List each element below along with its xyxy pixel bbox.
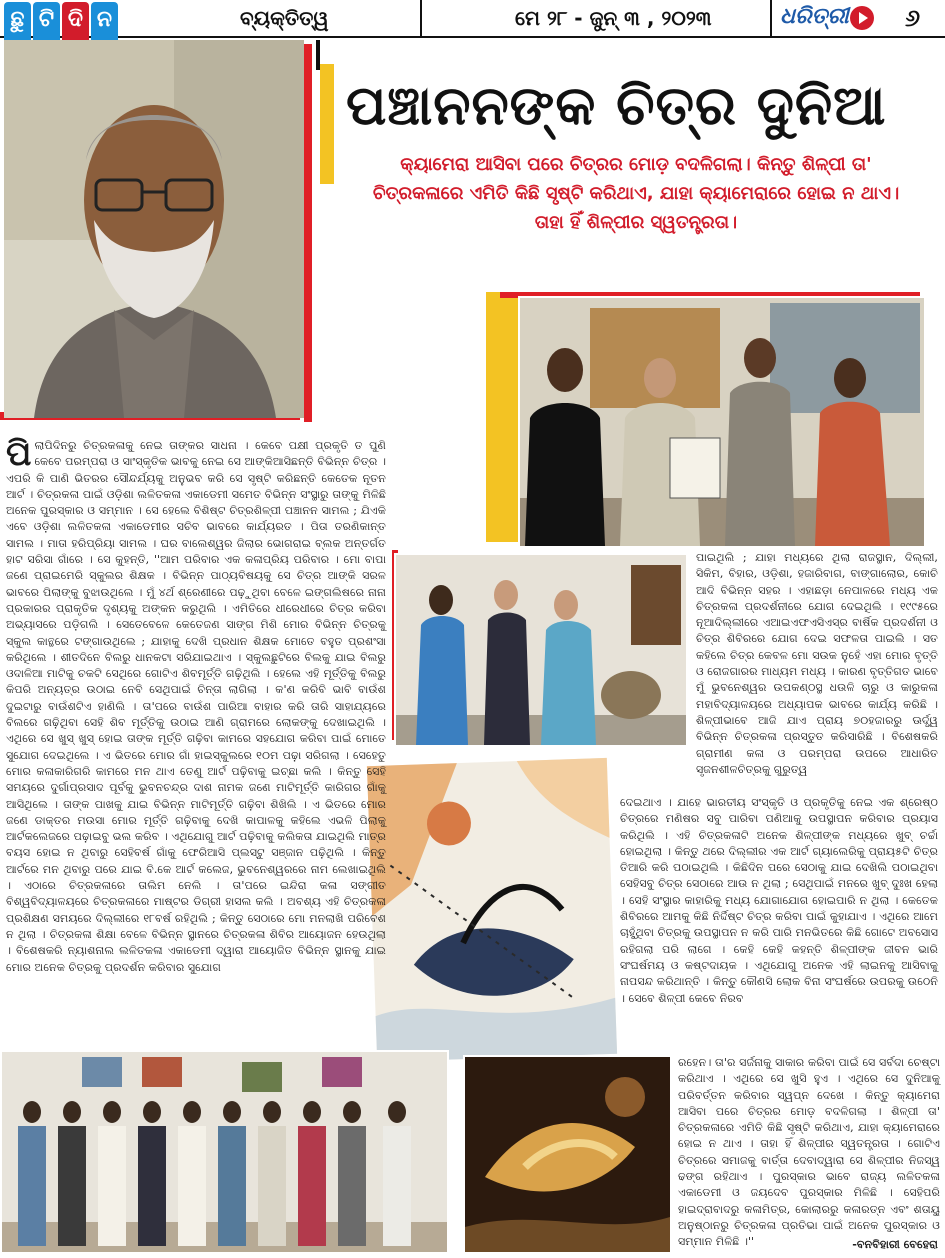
article-paragraph: ରହେନ। ତା'ର ସର୍ଜନାକୁ ସାକାର କରିବା ପାଇଁ ସେ ସର୍ବଦା ଚେଷ୍ଟା କରିଥାଏ । ଏଥିରେ ସେ ଖୁସି ହୁଏ । ଏଥିରେ ସେ ଦୁନିଆକୁ ପରିବର୍ତ୍ତନ କରିବାର ସ୍ୱପ୍ନ ଦେଖେ । କିନ୍ତୁ କ୍ୟାମେରା ଆସିବା ପରେ ଚିତ୍ରର ମୋଡ଼ ବଦଳିଗଲା । ଶିଳ୍ପୀ ତା' ଚିତ୍ରକଳାରେ ଏମିତି କିଛି ସୃଷ୍ଟି କରିଥାଏ, ଯାହା କ୍ୟାମେରାରେ ହୋଇ ନ ଥାଏ । ତାହା ହିଁ ଶିଳ୍ପୀର ସ୍ୱତନ୍ତ୍ରତା । ଗୋଟିଏ ଚିତ୍ରରେ ସମାଜକୁ ବାର୍ତ୍ତା ଦେବାଦ୍ୱାରା ସେ ଶିଳ୍ପୀର ନିଜସ୍ୱ ଢଙ୍ଗ ରହିଥାଏ । ପୁରସ୍କାର ଭାବେ ରାଜ୍ୟ ଲଳିତକଳା ଏକାଡେମୀ ଓ ଜୟଦେବ ପୁରସ୍କାର ମିଳିଛି । ସେହିପରି ହାଇଦ୍ରାବାଦରୁ କଳାମିତ୍ର, କୋଲାରରୁ କଳାରତ୍ନ ଏବଂ ଶତାୟୁ ଅନୁଷ୍ଠାନରୁ ଚିତ୍ରକଳା ପ୍ରତିଭା ପାଇଁ ଅନେକ ପୁରସ୍କାର ଓ ସମ୍ମାନ ମିଳିଛି ।''	[678, 1056, 940, 1249]
article-column-2-top	[696, 550, 938, 790]
issue-date: ମେ ୨୮ - ଜୁନ୍ ୩ , ୨୦୨୩	[515, 6, 712, 30]
brand-letter: ଟି	[33, 2, 60, 64]
masthead-divider	[770, 0, 772, 36]
exhibition-visit-photo	[394, 553, 688, 747]
author-signature: -ବନବିହାରୀ ବେହେରା	[852, 1237, 938, 1251]
article-column-2-mid	[620, 795, 938, 1047]
article-paragraph: ଦେଇଥାଏ । ଯାହେ ଭାରତୀୟ ସଂସ୍କୃତି ଓ ପ୍ରକୃତିକୁ ନେଇ ଏକ ଶ୍ରେଷ୍ଠ ଚିତ୍ରରେ ମଣିଷର ସବୁ ପାରିବା ପଣିଆକୁ ଉପସ୍ଥାପନ କରିବାର ପ୍ରୟାସ କରିଥିଲି । ଏହି ଚିତ୍ରକଳାଟି ଅନେକ ଶିଳ୍ପୀଙ୍କ ମଧ୍ୟରେ ଖୁବ୍ ଚର୍ଚ୍ଚା ହୋଇଥିଲା । କିନ୍ତୁ ଥରେ ଦିଲ୍ଲୀର ଏକ ଆର୍ଟ ଗ୍ୟାଲେରିକୁ ପ୍ରାୟ୫ଟି ଚିତ୍ର ତିଆରି କରି ପଠାଇଥିଲି । କିଛିଦିନ ପରେ ସେଠାକୁ ଯାଇ ଦେଖିଲି ପଠାଇଥିବା ସେହିସବୁ ଚିତ୍ର ସେଠାରେ ଆଉ ନ ଥିଲା ; ସେଥିପାଇଁ ମନରେ ଖୁବ୍ ଦୁଃଖ ହେଲା । ସେହି ସଂସ୍ଥାର କାହାରିକୁ ମଧ୍ୟ ଯୋଗାଯୋଗ ହୋଇପାରି ନ ଥିଲା । କେତେକ ଶିବିରରେ ଆମକୁ କିଛି ନିର୍ଦ୍ଦିଷ୍ଟ ଚିତ୍ର କରିବା ପାଇଁ କୁହାଯାଏ । ଏଥିରେ ଆମେ ଚାହୁଁଥିବା ଚିତ୍ରକୁ ଉପସ୍ଥାପନ ନ କରି ପାରି ମନଭିତରେ କିଛି ଗୋଟେ ଅବସୋସ ରହିଗଲା ପରି ଲାଗେ । କେହି କେହି କହନ୍ତି ଶିଳ୍ପୀଙ୍କ ଜୀବନ ଭାରି ସଂଘର୍ଷମୟ ଓ କଷ୍ଟଦାୟକ । ଏଥିଯୋଗୁ ଅନେକ ଏହି ଲାଇନକୁ ଆସିବାକୁ ନାପସନ୍ଦ କରିଥାନ୍ତି । କିନ୍ତୁ କୌଣସି ଲୋକ ବିନା ସଂଘର୍ଷରେ ଉପରକୁ ଉଠେନି । ସେବେ ଶିଳ୍ପୀ କେବେ ନିରବ	[620, 796, 938, 1005]
dropcap: ପି	[6, 434, 32, 474]
dark-abstract-painting	[463, 1055, 672, 1254]
section-title: ବ୍ୟକ୍ତିତ୍ୱ	[240, 6, 329, 30]
brand-letter: ଦି	[62, 2, 89, 64]
brand-letter: ଛୁ	[4, 2, 31, 64]
play-icon	[850, 6, 874, 30]
article-paragraph: ଲାପିଦିନରୁ ଚିତ୍ରକଳାକୁ ନେଇ ତାଙ୍କର ସାଧନା । କେବେ ପକ୍ଷୀ ପ୍ରକୃତି ତ ପୁଣି କେବେ ପରମ୍ପରା ଓ ସାଂସ୍କୃତିକ ଭାବକୁ ନେଇ ସେ ଆଙ୍କିଆସିଛନ୍ତି ବିଭିନ୍ନ ଚିତ୍ର । ଏପରି କି ପାଣି ଭିତରର ସୌନ୍ଦର୍ଯ୍ୟକୁ ଅନୁଭବ କରି ସେ ସୃଷ୍ଟି କରିଛନ୍ତି କେତେକ ନୂତନ ଆର୍ଟ । ଚିତ୍ରକଳା ପାଇଁ ଓଡ଼ିଶା ଲଳିତକଳା ଏକାଡେମୀ ସମେତ ବିଭିନ୍ନ ସଂସ୍ଥାରୁ ତାଙ୍କୁ ମିଳିଛି ଅନେକ ପୁରସ୍କାର ଓ ସମ୍ମାନ । ସେ ହେଲେ ବିଶିଷ୍ଟ ଚିତ୍ରଶିଳ୍ପୀ ପଞ୍ଚାନନ ସାମଲ ; ଯିଏକି ଏବେ ଓଡ଼ିଶା ଲଳିତକଳା ଏକାଡେମୀର ସଚିବ ଭାବରେ କାର୍ଯ୍ୟରତ । ପିତା ତରଣିକାନ୍ତ ସାମଲ । ମାତା ହରିପ୍ରିୟା ସାମଲ । ଘର ବାଲେଶ୍ୱର ଜିଲାର ଭୋଗରାଇ ବ୍ଲକ ଅନ୍ତର୍ଗତ ହାଟ ସରିସା ଗାଁରେ । ସେ କୁହନ୍ତି, ''ଆମ ପରିବାର ଏକ କଳାପ୍ରିୟ ପରିବାର । ମୋ ବାପା ଜଣେ ପ୍ରାଇମେରି ସ୍କୁଲର ଶିକ୍ଷକ । ବିଭିନ୍ନ ପାଠ୍ୟବିଷୟକୁ ସେ ଚିତ୍ର ଆଙ୍କି ସରଳ ଭାବରେ ପିଲାଙ୍କୁ ବୁଝାଉଥିଲେ । ମୁଁ ୪ର୍ଥ ଶ୍ରେଣୀରେ ପଢ଼ୁଥିବା ବେଳେ ଇଙ୍ଗଲିଷରେ ନାନା ପ୍ରକାରର ପ୍ରାକୃତିକ ଦୃଶ୍ୟକୁ ଅଙ୍କନ କରୁଥିଲି । ଏମିତିରେ ଧୀରେଧୀରେ ଚିତ୍ର କରିବା ଅଭ୍ୟାସରେ ପଡ଼ିଗଲି । ସେତେବେଳେ କେତେଜଣ ସାଙ୍ଗ ମିଶି ମୋର ବିଭିନ୍ନ ଚିତ୍ରକୁ ସ୍କୁଲ କାନ୍ଥରେ ଟଙ୍ଗାଉଥିଲେ ; ଯାହାକୁ ଦେଖି ପ୍ରଧାନ ଶିକ୍ଷକ ମୋତେ ବହୁତ ପ୍ରଶଂସା କରିଥିଲେ । ଶୀତଦିନେ ବିଲରୁ ଧାନକଟା ସରିଯାଇଥାଏ । ସ୍କୁଲଛୁଟିରେ ବିଲକୁ ଯାଇ ବିଲରୁ ଓଦାଳିଆ ମାଟିକୁ ଚକଟି ସେଥିରେ ଗୋଟିଏ ଶିବମୂର୍ତ୍ତି ଗଢ଼ିଥିଲି । ହେଲେ ଏହି ମୂର୍ତ୍ତିକୁ ବିଲରୁ କିପରି ଅନ୍ୟତ୍ର ଉଠାଇ ନେବି ସେଥିପାଇଁ ଚିନ୍ତା ଲାଗିଲା । କ'ଣ କରିବି ଭାବି ବାଉଁଶ ଦୁଇଟାରୁ ବାଉଁଶଟିଏ ହାଣିଲି । ତା'ପରେ ବାଉଁଶ ପାରିଆ ବାହାର କରି ତାରି ସାହାଯ୍ୟରେ ବିଲରେ ଗଢ଼ିଥିବା ସେହି ଶିବ ମୂର୍ତ୍ତିକୁ ଉଠାଇ ଆଣି ଗ୍ରାମରେ ଲୋକଙ୍କୁ ଦେଖାଇଥିଲି । ଏଥିରେ ସେ ଖୁସ୍ ଖୁସ୍ ହୋଇ ତାଙ୍କ ମୂର୍ତ୍ତି ଗଢ଼ିବା କାମରେ ସହଯୋଗ କରିବା ପାଇଁ ମୋତେ ସୁଯୋଗ ଦେଇଥିଲେ । ଏ ଭିତରେ ମୋର ଗାଁ ହାଇସ୍କୁଲରେ ୧୦ମ ପଢ଼ା ସରିଗଲା । ସେହେତୁ ମୋର କଳାକାରିଗରି କାମରେ ମନ ଥାଏ ତେଣୁ ଆର୍ଟ ପଢ଼ିବାକୁ ଇଚ୍ଛା କଲି । କିନ୍ତୁ ସେହି ସମୟରେ ଦୁର୍ଗାପ୍ରସାଦ ପୂର୍ବକୁ ଭୁବନଚନ୍ଦ୍ର ଦାଶ ନାମକ ଜଣେ ମାଟିମୂର୍ତ୍ତି କାରିଗର ଗାଁକୁ ଆସିଥିଲେ । ତାଙ୍କ ପାଖକୁ ଯାଇ ବିଭିନ୍ନ ମାଟିମୂର୍ତ୍ତି ଗଢ଼ିବା ଶିଖିଲି । ଏ ଭିତରେ ମୋର ଜଣେ ଡାକ୍ତର ମଉସା ମୋର ମୂର୍ତ୍ତି ଗଢ଼ିବାକୁ ଦେଖି କାପାଳକୁ କହିଲେ ଏଭଳି ପିଲାକୁ ଆର୍ଟକଲେଜରେ ପଢ଼ାଇବୁ ଭଲ କରିବ । ଏଥିଯୋଗୁ ଆର୍ଟ ପଢ଼ିବାକୁ କଲିକତା ଯାଇଥିଲି ମାତ୍ର ବୟସ ହୋଇ ନ ଥିବାରୁ ସେହିବର୍ଷ ଗାଁକୁ ଫେରିଆସି ପ୍ଲସ୍ଟୁ ସଞ୍ଜାନ ପଢ଼ିଥିଲି । କିନ୍ତୁ ଆର୍ଟରେ ମନ ଥିବାରୁ ପରେ ଯାଇ ବି.କେ ଆର୍ଟ କଲେଜ, ଭୁବନେଶ୍ୱରରେ ନାମ ଲେଖାଇଥିଲି । ଏଠାରେ ଚିତ୍ରକଳାରେ ତାଲିମ ନେଲି । ତା'ପରେ ଇନ୍ଦିରା କଳା ସଙ୍ଗୀତ ବିଶ୍ୱବିଦ୍ୟାଳୟରେ ଚିତ୍ରକଳାରେ ମାଷ୍ଟର ଡିଗ୍ରୀ ହାସଲ କଲି । ଅବଶ୍ୟ ଏହି ଚିତ୍ରକଳା ପ୍ରଶିକ୍ଷଣ ସମୟରେ ଦିଲ୍ଲୀରେ ୧୮ବର୍ଷ ରହିଥିଲି ; କିନ୍ତୁ ସେଠାରେ ମୋ ମନଲାଖି ପରିବେଶ ନ ଥିଲା । ଚିତ୍ରକଳା ଶିକ୍ଷା ବେଳେ ବିଭିନ୍ନ ସ୍ଥାନରେ ଚିତ୍ରକଳା ଶିବିର ଆୟୋଜନ ହେଉଥିଲା । ବିଶେଷକରି ନ୍ୟାଶନାଲ ଲଳିତକଳା ଏକାଡେମୀ ଦ୍ୱାରା ଆୟୋଜିତ ବିଭିନ୍ନ ସ୍ଥାନକୁ ଯାଇ ମୋର ଅନେକ ଚିତ୍ରକୁ ପ୍ରଦର୍ଶନ କରିବାର ସୁଯୋଗ	[6, 439, 386, 974]
page-number: ୬	[905, 4, 921, 32]
award-ceremony-photo	[518, 296, 926, 548]
newspaper-logo[interactable]: ଧରିତ୍ରୀ	[780, 4, 849, 29]
masthead-divider	[420, 0, 422, 36]
article-paragraph: ପାଇଥିଲି ; ଯାହା ମଧ୍ୟରେ ଥିଲା ରାଜସ୍ଥାନ, ଦିଲ୍ଲୀ, ସିକିମ, ବିହାର, ଓଡ଼ିଶା, ହଜାରିବାଗ, ବାଙ୍ଗାଲୋର, କୋଚି ଆଦି ବିଭିନ୍ନ ସହର । ଏହାଛଡ଼ା ନେପାଳରେ ମଧ୍ୟ ଏକ ଚିତ୍ରକଳା ପ୍ରଦର୍ଶନୀରେ ଯୋଗ ଦେଇଥିଲି । ୧୯୯୫ରେ ନୂଆଦିଲ୍ଲୀରେ ଏଆଇଏଫଏସିଏସ୍‌ର ବାର୍ଷିକ ପ୍ରଦର୍ଶନୀ ଓ ଚିତ୍ର ଶିବିରରେ ଯୋଗ ଦେଇ ସଫଳତା ପାଇଲି । ସତ କହିଲେ ଚିତ୍ର କେବଳ ମୋ ସଉକ ନୁହେଁ ଏହା ମୋର ବୃତ୍ତି ଓ ରୋଜଗାରର ମାଧ୍ୟମ ମଧ୍ୟ । କାରଣ ବୃତ୍ତିଗତ ଭାବେ ମୁଁ ଭୁବନେଶ୍ୱର ଉପକଣ୍ଠସ୍ଥ ଧଉଳି ଚାରୁ ଓ କାରୁକଳା ମହାବିଦ୍ୟାଳୟରେ ଅଧ୍ୟାପକ ଭାବରେ କାର୍ଯ୍ୟ କରିଛି । ଶିଳ୍ପୀଭାବେ ଆଜି ଯାଏ ପ୍ରାୟ ୭୦ହଜାରରୁ ଊର୍ଦ୍ଧ୍ୱ ବିଭିନ୍ନ ଚିତ୍ରକଳା ପ୍ରସ୍ତୁତ କରିସାରିଛି । ବିଶେଷକରି ଗ୍ରାମୀଣ କଳା ଓ ପରମ୍ପରା ଉପରେ ଆଧାରିତ ସୃଜନଶୀଳଚିତ୍ରକୁ ଗୁରୁତ୍ୱ	[696, 551, 938, 776]
article-column-1	[6, 434, 386, 1048]
group-photo	[0, 1050, 449, 1254]
subheadline: କ୍ୟାମେରା ଆସିବା ପରେ ଚିତ୍ରର ମୋଡ଼ ବଦଳିଗଲା। କିନ୍ତୁ ଶିଳ୍ପୀ ତା' ଚିତ୍ରକଳାରେ ଏମିତି କିଛି ସୃଷ୍ଟି କରିଥାଏ, ଯାହା କ୍ୟାମେରାରେ ହୋଇ ନ ଥାଏ। ତାହା ହିଁ ଶିଳ୍ପୀର ସ୍ୱତନ୍ତ୍ରତା।	[372, 154, 900, 233]
headline: ପଞ୍ଚାନନଙ୍କ ଚିତ୍ର ଦୁନିଆ	[346, 74, 887, 137]
brand-letter: ନ	[91, 2, 118, 64]
yellow-frame-bar	[320, 64, 334, 184]
portrait-photo	[4, 40, 304, 418]
red-frame-bar	[304, 44, 312, 422]
abstract-painting	[365, 756, 619, 1064]
